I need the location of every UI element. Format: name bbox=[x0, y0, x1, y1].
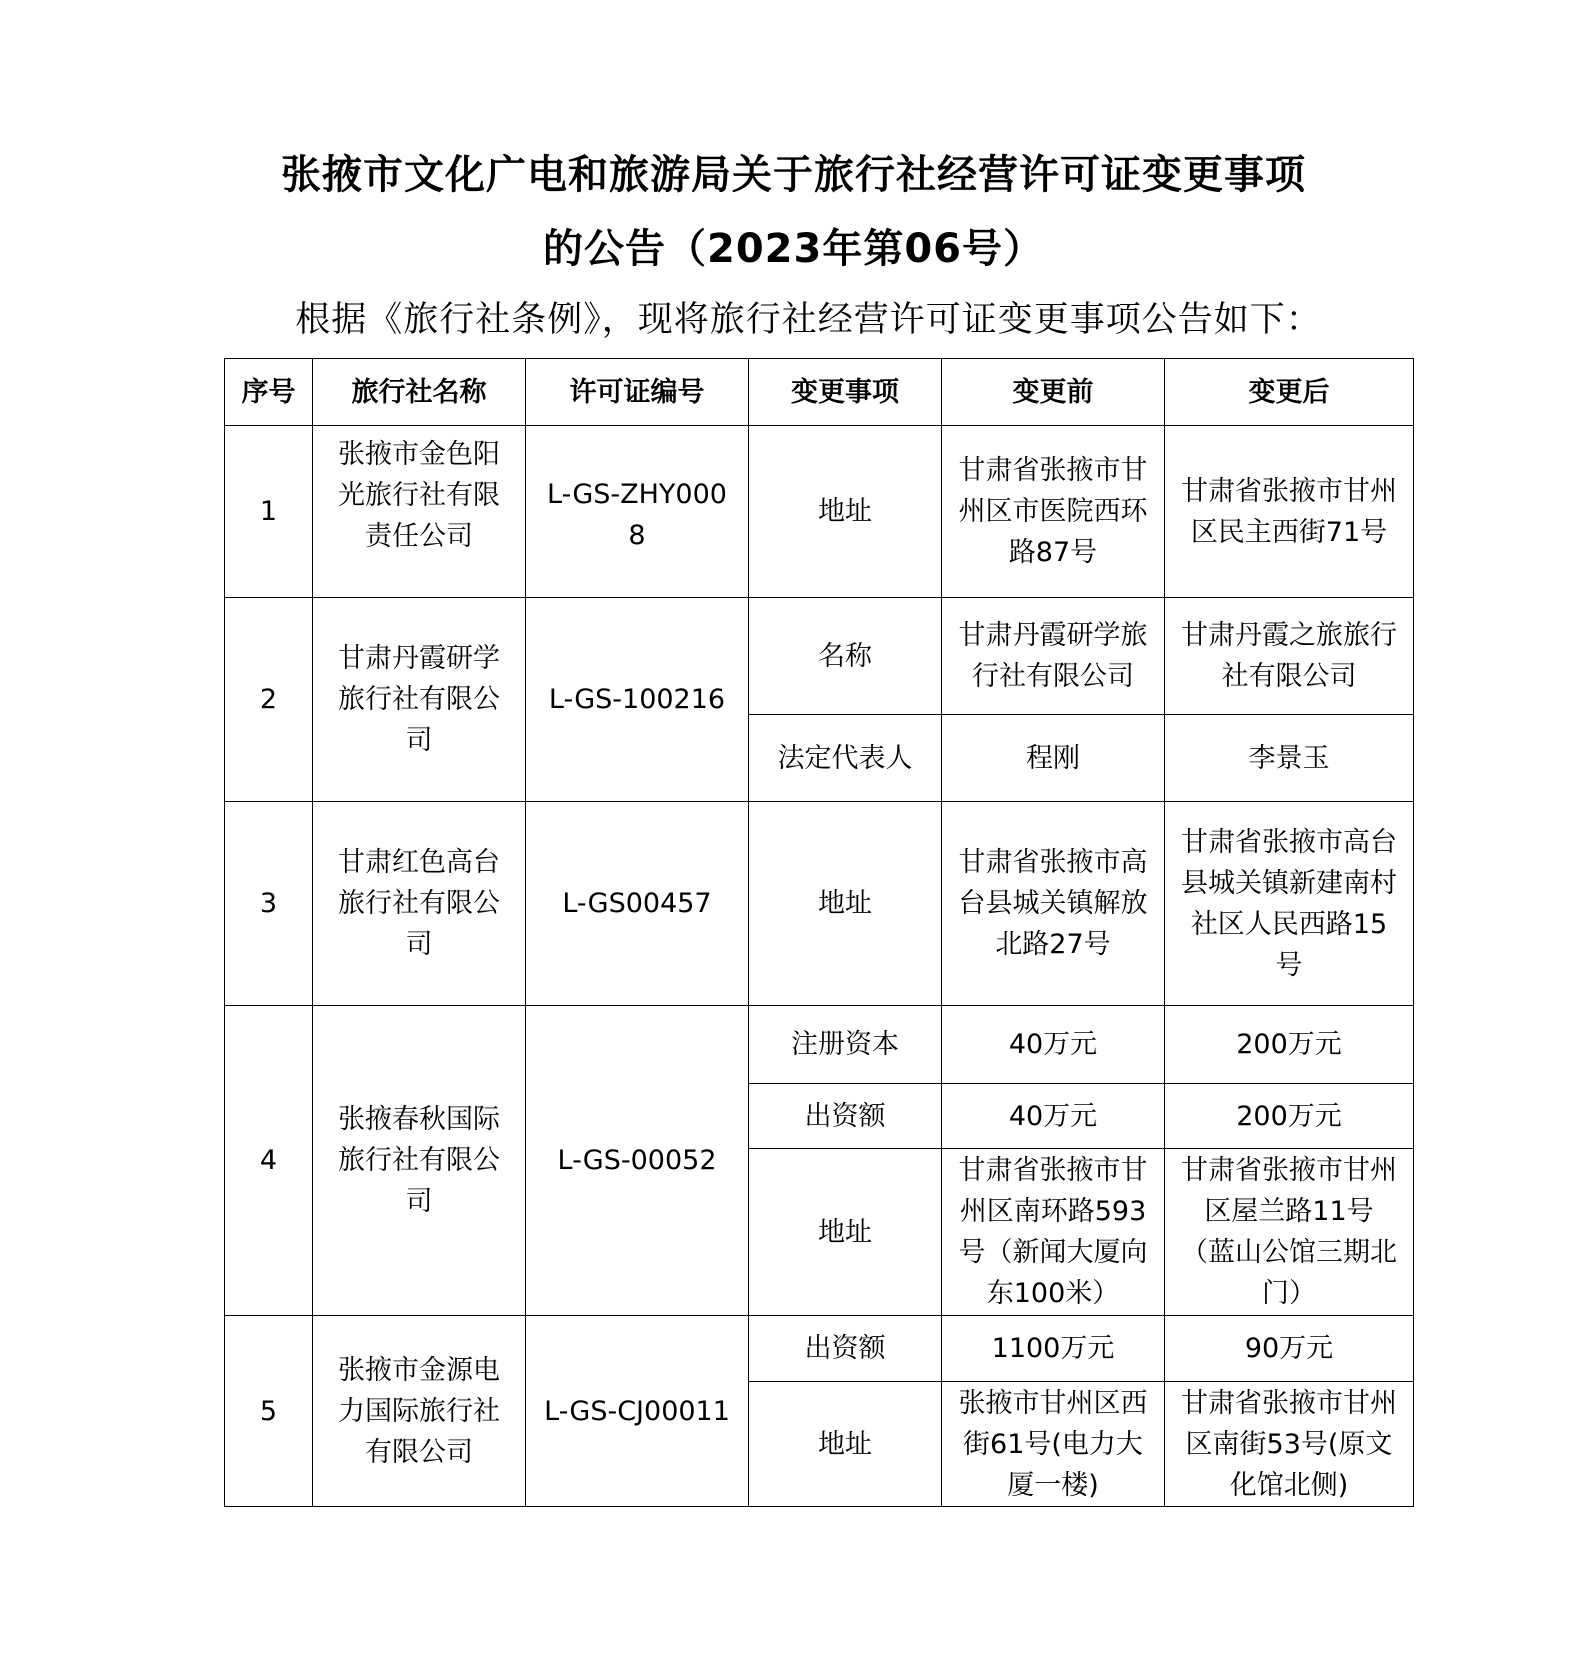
agency-name: 张掖市金源电力国际旅行社有限公司 bbox=[313, 1316, 526, 1507]
table-row bbox=[225, 598, 1414, 715]
header-before: 变更前 bbox=[942, 359, 1165, 426]
license-change-table bbox=[224, 358, 1414, 1507]
row-no: 3 bbox=[225, 802, 313, 1006]
table-header-row bbox=[225, 359, 1414, 426]
license-number: L-GS-CJ00011 bbox=[526, 1316, 749, 1507]
change-before: 40万元 bbox=[942, 1006, 1165, 1084]
change-after: 200万元 bbox=[1165, 1084, 1414, 1149]
agency-name: 甘肃红色高台旅行社有限公司 bbox=[313, 802, 526, 1006]
table-row bbox=[225, 1316, 1414, 1382]
table-row bbox=[225, 802, 1414, 1006]
row-no: 2 bbox=[225, 598, 313, 802]
document-title-line1: 张掖市文化广电和旅游局关于旅行社经营许可证变更事项 bbox=[281, 152, 1306, 198]
table-row bbox=[225, 426, 1414, 598]
license-number: L-GS-00052 bbox=[526, 1006, 749, 1316]
row-no: 4 bbox=[225, 1006, 313, 1316]
change-after: 甘肃省张掖市甘州区屋兰路11号（蓝山公馆三期北门） bbox=[1165, 1149, 1414, 1316]
change-after: 甘肃丹霞之旅旅行社有限公司 bbox=[1165, 598, 1414, 715]
change-after: 90万元 bbox=[1165, 1316, 1414, 1382]
change-before: 40万元 bbox=[942, 1084, 1165, 1149]
header-change-item: 变更事项 bbox=[749, 359, 942, 426]
change-item: 出资额 bbox=[749, 1084, 942, 1149]
change-item: 地址 bbox=[749, 1149, 942, 1316]
header-no: 序号 bbox=[225, 359, 313, 426]
document-title-line2: 的公告（2023年第06号） bbox=[543, 226, 1044, 272]
change-before: 1100万元 bbox=[942, 1316, 1165, 1382]
change-item: 地址 bbox=[749, 1382, 942, 1507]
change-before: 程刚 bbox=[942, 715, 1165, 802]
change-item: 出资额 bbox=[749, 1316, 942, 1382]
change-item: 法定代表人 bbox=[749, 715, 942, 802]
change-before: 甘肃省张掖市高台县城关镇解放北路27号 bbox=[942, 802, 1165, 1006]
license-number: L-GS-ZHY0008 bbox=[526, 426, 749, 598]
row-no: 1 bbox=[225, 426, 313, 598]
row-no: 5 bbox=[225, 1316, 313, 1507]
intro-paragraph: 根据《旅行社条例》，现将旅行社经营许可证变更事项公告如下： bbox=[295, 300, 1322, 340]
header-agency-name: 旅行社名称 bbox=[313, 359, 526, 426]
agency-name: 甘肃丹霞研学旅行社有限公司 bbox=[313, 598, 526, 802]
agency-name: 张掖春秋国际旅行社有限公司 bbox=[313, 1006, 526, 1316]
change-item: 地址 bbox=[749, 426, 942, 598]
change-item: 地址 bbox=[749, 802, 942, 1006]
change-before: 甘肃丹霞研学旅行社有限公司 bbox=[942, 598, 1165, 715]
change-item: 注册资本 bbox=[749, 1006, 942, 1084]
change-before: 甘肃省张掖市甘州区市医院西环路87号 bbox=[942, 426, 1165, 598]
table-row bbox=[225, 1006, 1414, 1084]
change-after: 甘肃省张掖市甘州区南街53号(原文化馆北侧) bbox=[1165, 1382, 1414, 1507]
agency-name: 张掖市金色阳光旅行社有限责任公司 bbox=[313, 426, 526, 598]
change-after: 甘肃省张掖市高台县城关镇新建南村社区人民西路15号 bbox=[1165, 802, 1414, 1006]
change-after: 甘肃省张掖市甘州区民主西街71号 bbox=[1165, 426, 1414, 598]
header-license-number: 许可证编号 bbox=[526, 359, 749, 426]
change-after: 李景玉 bbox=[1165, 715, 1414, 802]
change-before: 甘肃省张掖市甘州区南环路593号（新闻大厦向东100米） bbox=[942, 1149, 1165, 1316]
license-number: L-GS00457 bbox=[526, 802, 749, 1006]
header-after: 变更后 bbox=[1165, 359, 1414, 426]
license-number: L-GS-100216 bbox=[526, 598, 749, 802]
change-after: 200万元 bbox=[1165, 1006, 1414, 1084]
change-before: 张掖市甘州区西街61号(电力大厦一楼) bbox=[942, 1382, 1165, 1507]
change-item: 名称 bbox=[749, 598, 942, 715]
